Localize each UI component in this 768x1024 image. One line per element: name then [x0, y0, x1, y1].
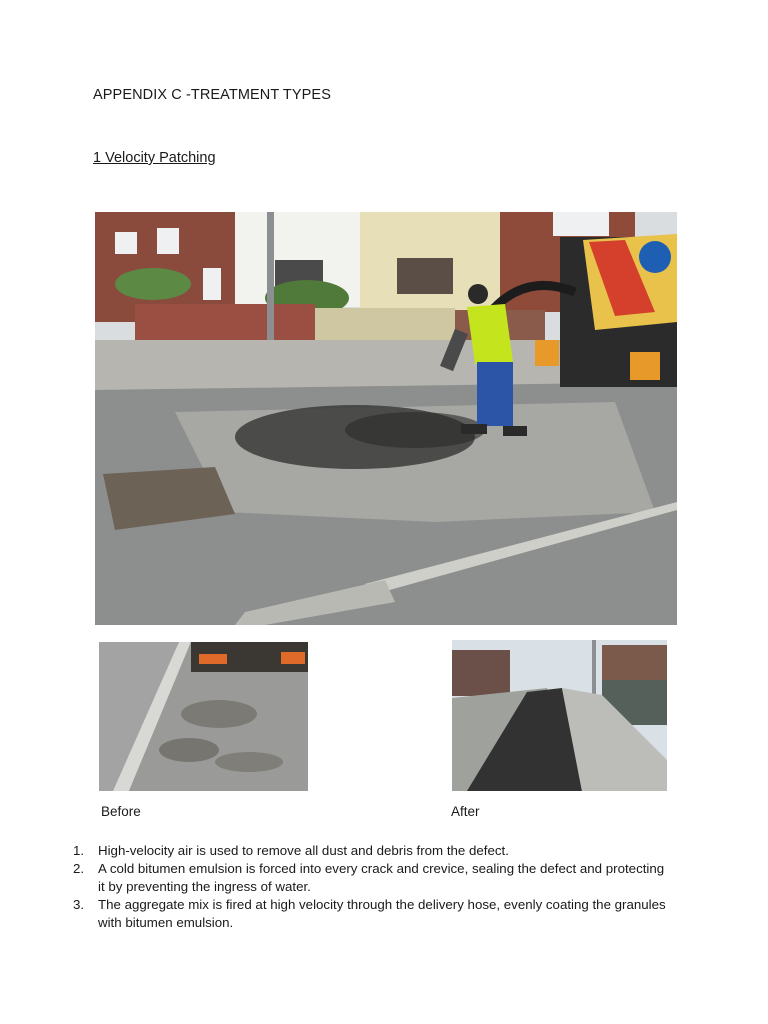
list-item: [73, 842, 673, 860]
list-item-number: 2.: [73, 861, 85, 876]
after-caption: After: [451, 804, 480, 819]
page-title: APPENDIX C -TREATMENT TYPES: [93, 87, 331, 103]
list-item-number: 1.: [73, 843, 85, 858]
section-title: 1 Velocity Patching: [93, 150, 216, 166]
list-item-number: 3.: [73, 897, 85, 912]
list-item-text: The aggregate mix is fired at high velocity through the delivery hose, evenly coating the granules with bitumen emulsion.: [98, 897, 666, 930]
list-item-text: A cold bitumen emulsion is forced into every crack and crevice, sealing the defect and protecting it by preventing the ingress of water.: [98, 861, 665, 894]
road-patching-photo: [95, 212, 677, 625]
before-road-photo: [99, 642, 308, 791]
list-item-text: High-velocity air is used to remove all dust and debris from the defect.: [98, 843, 509, 858]
after-road-photo: [452, 640, 667, 791]
list-item: [73, 896, 673, 932]
before-caption: Before: [101, 804, 141, 819]
treatment-steps-list: [73, 842, 673, 932]
list-item: [73, 860, 673, 896]
